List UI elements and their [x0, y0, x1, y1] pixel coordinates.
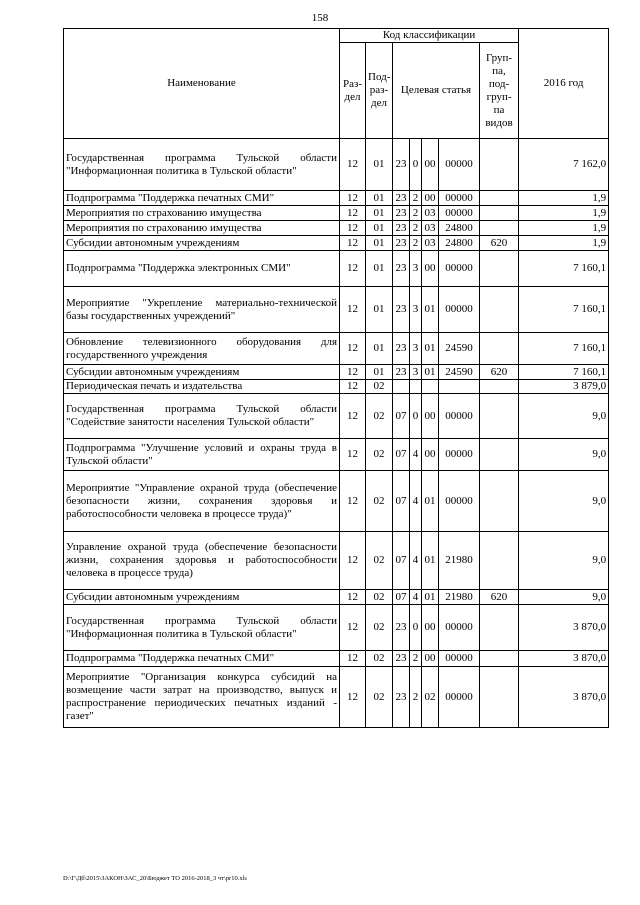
direction-code: 21980 — [439, 532, 480, 590]
table-row — [64, 651, 609, 667]
event-code: 00 — [422, 251, 439, 287]
event-code: 02 — [422, 667, 439, 728]
section-code: 12 — [340, 394, 366, 439]
file-path-footer: D:\Г\Дб\2015\ЗАКОН\ЗАС_20\Бюджет ТО 2016-2018_3 чт\pr10.xls — [63, 875, 247, 882]
program-code: 07 — [393, 439, 410, 471]
subsection-code: 01 — [366, 365, 393, 380]
program-code: 23 — [393, 667, 410, 728]
program-code: 07 — [393, 394, 410, 439]
direction-code — [439, 380, 480, 394]
event-code: 00 — [422, 605, 439, 651]
direction-code: 00000 — [439, 139, 480, 191]
event-code: 03 — [422, 221, 439, 236]
expense-group-code — [480, 380, 519, 394]
row-amount: 7 160,1 — [519, 287, 609, 333]
row-name: Подпрограмма "Улучшение условий и охраны труда в Тульской области" — [64, 439, 340, 471]
section-code: 12 — [340, 191, 366, 206]
table-row — [64, 333, 609, 365]
row-name: Управление охраной труда (обеспечение безопасности жизни, сохранения здоровья и работоспособности человека в процессе труда) — [64, 532, 340, 590]
section-code: 12 — [340, 439, 366, 471]
row-amount: 3 870,0 — [519, 605, 609, 651]
subsection-code: 01 — [366, 221, 393, 236]
subsection-code: 01 — [366, 251, 393, 287]
row-amount: 1,9 — [519, 236, 609, 251]
row-name: Государственная программа Тульской области "Информационная политика в Тульской области" — [64, 139, 340, 191]
row-name: Мероприятие "Управление охраной труда (обеспечение безопасности жизни, сохранения здоровья и работоспособности человека в процессе труда)" — [64, 471, 340, 532]
program-code: 23 — [393, 365, 410, 380]
direction-code: 21980 — [439, 590, 480, 605]
row-name: Обновление телевизионного оборудования для государственного учреждения — [64, 333, 340, 365]
section-code: 12 — [340, 605, 366, 651]
row-amount: 9,0 — [519, 394, 609, 439]
program-code: 23 — [393, 605, 410, 651]
section-code: 12 — [340, 471, 366, 532]
direction-code: 00000 — [439, 439, 480, 471]
event-code: 00 — [422, 439, 439, 471]
subsection-code: 02 — [366, 667, 393, 728]
program-code: 23 — [393, 651, 410, 667]
row-amount: 9,0 — [519, 590, 609, 605]
header-subsection: Под-раз-дел — [366, 43, 393, 139]
subprogram-code: 3 — [410, 251, 422, 287]
program-code: 23 — [393, 206, 410, 221]
section-code: 12 — [340, 532, 366, 590]
expense-group-code — [480, 191, 519, 206]
direction-code: 00000 — [439, 471, 480, 532]
subsection-code: 02 — [366, 439, 393, 471]
section-code: 12 — [340, 590, 366, 605]
row-amount: 7 160,1 — [519, 251, 609, 287]
expense-group-code: 620 — [480, 590, 519, 605]
event-code: 00 — [422, 139, 439, 191]
subprogram-code: 3 — [410, 333, 422, 365]
subsection-code: 01 — [366, 236, 393, 251]
expense-group-code — [480, 439, 519, 471]
section-code: 12 — [340, 206, 366, 221]
section-code: 12 — [340, 651, 366, 667]
program-code: 23 — [393, 287, 410, 333]
event-code: 00 — [422, 191, 439, 206]
direction-code: 00000 — [439, 251, 480, 287]
program-code: 23 — [393, 251, 410, 287]
table-row — [64, 532, 609, 590]
subsection-code: 01 — [366, 206, 393, 221]
subsection-code: 02 — [366, 590, 393, 605]
subprogram-code: 0 — [410, 605, 422, 651]
row-amount: 1,9 — [519, 206, 609, 221]
subprogram-code: 2 — [410, 221, 422, 236]
row-name: Мероприятия по страхованию имущества — [64, 206, 340, 221]
expense-group-code: 620 — [480, 236, 519, 251]
section-code: 12 — [340, 139, 366, 191]
table-row — [64, 380, 609, 394]
expense-group-code — [480, 605, 519, 651]
table-row — [64, 439, 609, 471]
direction-code: 00000 — [439, 191, 480, 206]
expense-group-code — [480, 139, 519, 191]
direction-code: 00000 — [439, 394, 480, 439]
row-amount: 7 160,1 — [519, 365, 609, 380]
table-row — [64, 191, 609, 206]
event-code — [422, 380, 439, 394]
row-name: Государственная программа Тульской области "Информационная политика в Тульской области" — [64, 605, 340, 651]
table-row — [64, 394, 609, 439]
row-name: Субсидии автономным учреждениям — [64, 365, 340, 380]
subprogram-code: 2 — [410, 206, 422, 221]
subprogram-code: 4 — [410, 439, 422, 471]
section-code: 12 — [340, 251, 366, 287]
expense-group-code — [480, 394, 519, 439]
subprogram-code — [410, 380, 422, 394]
event-code: 01 — [422, 471, 439, 532]
row-amount: 7 160,1 — [519, 333, 609, 365]
subprogram-code: 2 — [410, 667, 422, 728]
subprogram-code: 0 — [410, 139, 422, 191]
table-row — [64, 139, 609, 191]
page-number: 158 — [311, 12, 329, 24]
expense-group-code — [480, 287, 519, 333]
event-code: 03 — [422, 206, 439, 221]
subsection-code: 02 — [366, 471, 393, 532]
row-name: Подпрограмма "Поддержка электронных СМИ" — [64, 251, 340, 287]
row-amount: 3 879,0 — [519, 380, 609, 394]
subprogram-code: 4 — [410, 471, 422, 532]
program-code: 23 — [393, 333, 410, 365]
header-classification: Код классификации — [340, 29, 519, 43]
program-code — [393, 380, 410, 394]
row-name: Подпрограмма "Поддержка печатных СМИ" — [64, 191, 340, 206]
direction-code: 00000 — [439, 651, 480, 667]
section-code: 12 — [340, 365, 366, 380]
expense-group-code — [480, 667, 519, 728]
event-code: 01 — [422, 333, 439, 365]
expense-group-code: 620 — [480, 365, 519, 380]
subsection-code: 02 — [366, 605, 393, 651]
event-code: 01 — [422, 532, 439, 590]
subprogram-code: 4 — [410, 590, 422, 605]
direction-code: 24590 — [439, 333, 480, 365]
section-code: 12 — [340, 667, 366, 728]
table-row — [64, 206, 609, 221]
row-amount: 3 870,0 — [519, 667, 609, 728]
table-row — [64, 236, 609, 251]
table-row — [64, 221, 609, 236]
budget-table — [63, 28, 609, 728]
header-target-article: Целевая статья — [393, 43, 480, 139]
subprogram-code: 4 — [410, 532, 422, 590]
subprogram-code: 0 — [410, 394, 422, 439]
subsection-code: 02 — [366, 651, 393, 667]
expense-group-code — [480, 471, 519, 532]
row-amount: 7 162,0 — [519, 139, 609, 191]
event-code: 03 — [422, 236, 439, 251]
program-code: 07 — [393, 471, 410, 532]
row-name: Мероприятия по страхованию имущества — [64, 221, 340, 236]
row-amount: 3 870,0 — [519, 651, 609, 667]
program-code: 23 — [393, 221, 410, 236]
subsection-code: 01 — [366, 191, 393, 206]
table-row — [64, 590, 609, 605]
subprogram-code: 2 — [410, 191, 422, 206]
row-name: Государственная программа Тульской области "Содействие занятости населения Тульской области" — [64, 394, 340, 439]
expense-group-code — [480, 651, 519, 667]
table-row — [64, 667, 609, 728]
event-code: 00 — [422, 651, 439, 667]
row-name: Субсидии автономным учреждениям — [64, 236, 340, 251]
row-name: Подпрограмма "Поддержка печатных СМИ" — [64, 651, 340, 667]
row-name: Мероприятие "Укрепление материально-технической базы государственных учреждений" — [64, 287, 340, 333]
row-amount: 9,0 — [519, 471, 609, 532]
program-code: 23 — [393, 191, 410, 206]
subsection-code: 01 — [366, 139, 393, 191]
direction-code: 00000 — [439, 287, 480, 333]
subprogram-code: 3 — [410, 287, 422, 333]
header-expense-group: Груп-па, под-груп-па видов — [480, 43, 519, 139]
row-name: Субсидии автономным учреждениям — [64, 590, 340, 605]
subsection-code: 02 — [366, 532, 393, 590]
subprogram-code: 3 — [410, 365, 422, 380]
program-code: 07 — [393, 532, 410, 590]
expense-group-code — [480, 251, 519, 287]
subsection-code: 01 — [366, 287, 393, 333]
table-row — [64, 251, 609, 287]
header-year: 2016 год — [519, 29, 609, 139]
row-name: Мероприятие "Организация конкурса субсидий на возмещение части затрат на производство, выпуск и распространение периодических печатных изданий - газет" — [64, 667, 340, 728]
expense-group-code — [480, 333, 519, 365]
program-code: 07 — [393, 590, 410, 605]
row-amount: 9,0 — [519, 532, 609, 590]
direction-code: 00000 — [439, 206, 480, 221]
table-row — [64, 287, 609, 333]
program-code: 23 — [393, 139, 410, 191]
event-code: 01 — [422, 365, 439, 380]
header-name: Наименование — [64, 29, 340, 139]
event-code: 01 — [422, 287, 439, 333]
subsection-code: 02 — [366, 380, 393, 394]
header-section: Раз-дел — [340, 43, 366, 139]
direction-code: 24590 — [439, 365, 480, 380]
table-row — [64, 471, 609, 532]
section-code: 12 — [340, 236, 366, 251]
direction-code: 00000 — [439, 605, 480, 651]
program-code: 23 — [393, 236, 410, 251]
row-amount: 1,9 — [519, 191, 609, 206]
direction-code: 24800 — [439, 236, 480, 251]
section-code: 12 — [340, 221, 366, 236]
event-code: 01 — [422, 590, 439, 605]
section-code: 12 — [340, 333, 366, 365]
section-code: 12 — [340, 287, 366, 333]
row-amount: 9,0 — [519, 439, 609, 471]
subprogram-code: 2 — [410, 236, 422, 251]
subprogram-code: 2 — [410, 651, 422, 667]
expense-group-code — [480, 532, 519, 590]
direction-code: 00000 — [439, 667, 480, 728]
subsection-code: 01 — [366, 333, 393, 365]
subsection-code: 02 — [366, 394, 393, 439]
event-code: 00 — [422, 394, 439, 439]
section-code: 12 — [340, 380, 366, 394]
direction-code: 24800 — [439, 221, 480, 236]
table-row — [64, 605, 609, 651]
row-amount: 1,9 — [519, 221, 609, 236]
expense-group-code — [480, 206, 519, 221]
row-name: Периодическая печать и издательства — [64, 380, 340, 394]
table-row — [64, 365, 609, 380]
expense-group-code — [480, 221, 519, 236]
